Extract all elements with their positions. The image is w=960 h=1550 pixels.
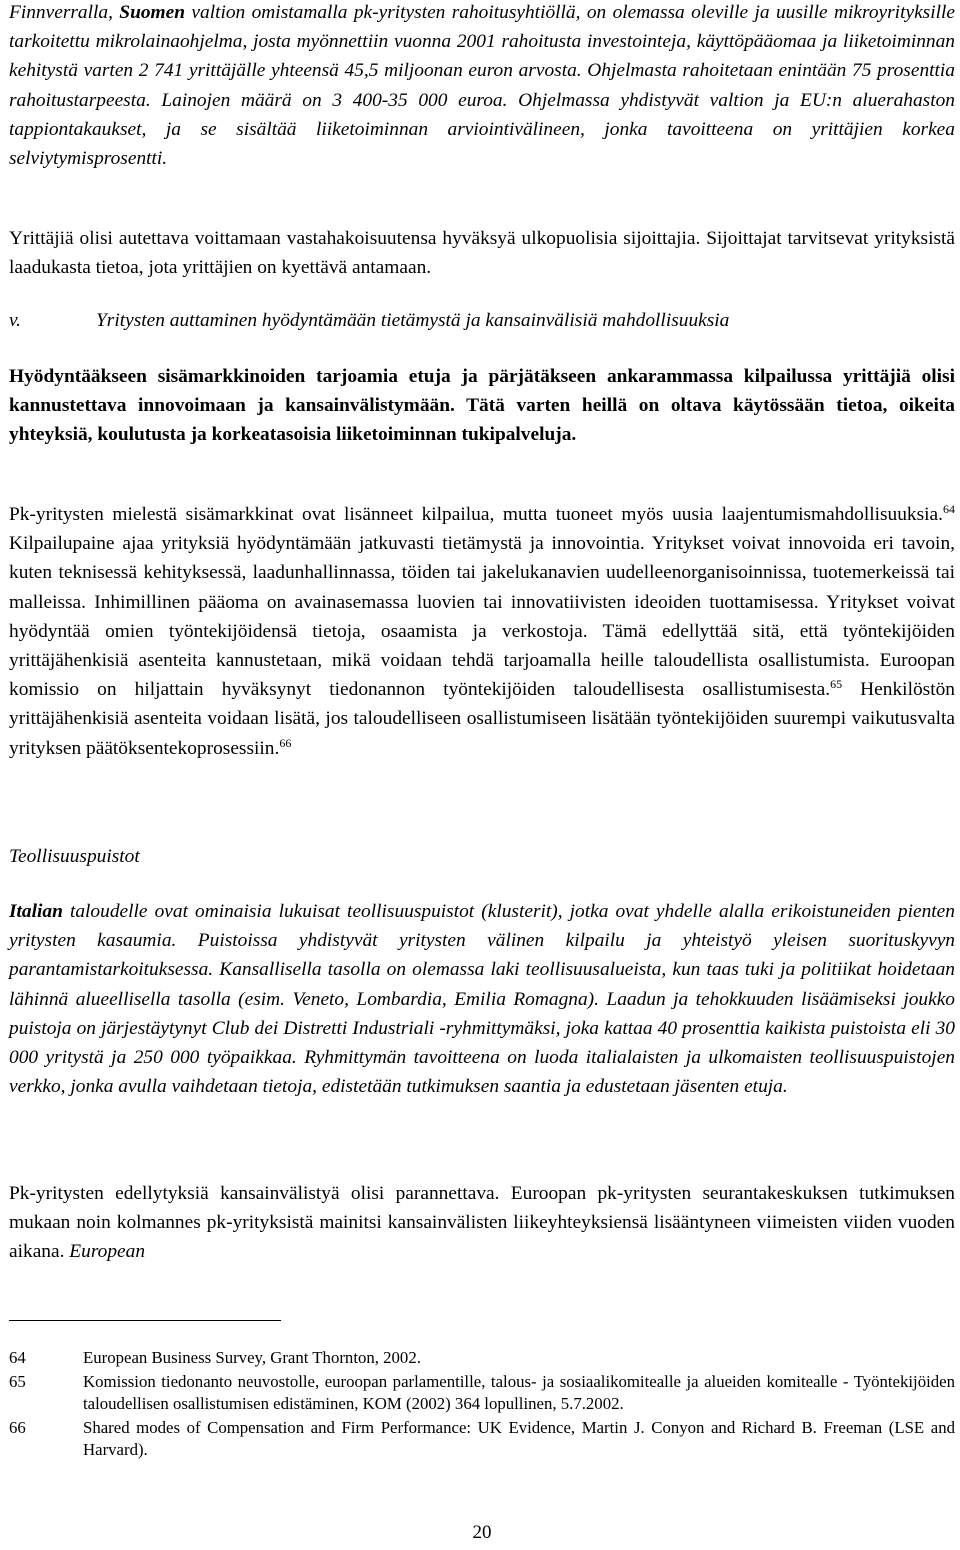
paragraph-sme-competition — [9, 500, 955, 763]
section-title: Yritysten auttaminen hyödyntämään tietämystä ja kansainvälisiä mahdollisuuksia — [96, 310, 730, 331]
footnote-text: Komission tiedonanto neuvostolle, euroopan parlamentille, talous- ja sosiaalikomitealle ja alueiden komitealle - Työntekijöiden taloudellisen osallistumisen edistäminen, KOM (2002) 364 lopullinen, 5.7.2002. — [83, 1371, 955, 1414]
paragraph-text: Henkilöstön yrittäjähenkisiä asenteita voidaan lisätä, jos taloudelliseen osallistumiseen lisätään työntekijöiden suurempi vaikutusvalta yrityksen päätöksentekoprosessiin. — [9, 679, 955, 759]
paragraph-text: Finnverralla, — [9, 2, 120, 23]
footnote-number: 64 — [9, 1348, 26, 1367]
footnote-64 — [9, 1347, 955, 1370]
footnote-ref-64[interactable]: 64 — [943, 502, 955, 516]
footnote-66 — [9, 1417, 955, 1462]
footnote-number: 66 — [9, 1417, 26, 1437]
footnote-number: 65 — [9, 1371, 26, 1391]
footnote-ref-66[interactable]: 66 — [279, 735, 292, 750]
paragraph-internationalisation — [9, 1179, 955, 1267]
paragraph-italy-clusters — [9, 897, 955, 1101]
section-number: v. — [9, 310, 22, 331]
footnote-divider — [9, 1320, 281, 1321]
emphasis-italian: Italian — [9, 901, 63, 922]
footnote-ref-65[interactable]: 65 — [830, 677, 843, 692]
paragraph-text: Kilpailupaine ajaa yrityksiä hyödyntämään jatkuvasti tietämystä ja innovointia. Yritykset voivat innovoida eri tavoin, kuten teknisessä kehityksessä, laadunhallinnassa, töiden tai jakelukanavien uudelleenorganisoinnissa, tuotemerkeissä tai malleissa. Inhimillinen pääoma on avainasemassa luovien tai innovatiivisten ideoiden tuottamisessa. Yritykset voivat hyödyntää omien työntekijöidensä tietoja, osaamista ja verkostoja. Tämä edellyttää sitä, että työntekijöiden yrittäjähenkisiä asenteita kannustetaan, mikä voidaan tehdä tarjoamalla heille taloudellista osallistumista. Euroopan komissio on hiljattain hyväksynyt tiedonannon työntekijöiden taloudellisesta osallistumisesta. — [9, 533, 955, 701]
section-heading-v — [9, 306, 955, 335]
paragraph-text: Pk-yritysten mielestä sisämarkkinat ovat lisänneet kilpailua, mutta tuoneet myös uusia laajentumismahdollisuuksia. — [9, 504, 943, 525]
paragraph-bold-intro: Hyödyntääkseen sisämarkkinoiden tarjoamia etuja ja pärjätäkseen ankarammassa kilpailussa yrittäjiä olisi kannustettava innovoimaan ja kansainvälistymään. Tätä varten heillä on oltava käytössään tietoa, oikeita yhteyksiä, koulutusta ja korkeatasoisia liiketoiminnan tukipalveluja. — [9, 366, 955, 446]
paragraph-text: valtion omistamalla pk-yritysten rahoitusyhtiöllä, on olemassa oleville ja uusille mikroyrityksille tarkoitettu mikrolainaohjelma, josta myönnettiin vuonna 2001 rahoitusta investointeja, käyttöpääomaa ja liiketoiminnan kehitystä varten 2 741 yrittäjälle yhteensä 45,5 miljoonan euron arvosta. Ohjelmasta rahoitetaan enintään 75 prosenttia rahoitustarpeesta. Lainojen määrä on 3 400-35 000 euroa. Ohjelmassa yhdistyvät valtion ja EU:n aluerahaston tappiontakaukset, ja se sisältää liiketoiminnan arviointivälineen, jonka tavoitteena on yrittäjien korkea selviytymisprosentti. — [9, 2, 955, 170]
paragraph-text-italic: European — [69, 1241, 146, 1263]
paragraph-text: Pk-yritysten edellytyksiä kansainvälistyä olisi parannettava. Euroopan pk-yritysten seurantakeskuksen tutkimuksen mukaan noin kolmannes pk-yrityksistä mainitsi kansainvälisten liikeyhteyksiensä lisääntyneen viimeisten viiden vuoden aikana. — [9, 1183, 955, 1263]
paragraph-text: taloudelle ovat ominaisia lukuisat teollisuuspuistot (klusterit), jotka ovat yhdelle alalla erikoistuneiden pienten yritysten kasaumia. Puistoissa yhdistyvät yritysten välinen kilpailu ja yhteistyö yleisen suorituskyvyn parantamistarkoituksessa. Kansallisella tasolla on olemassa laki teollisuusalueista, kun taas tuki ja politiikat hoidetaan lähinnä alueellisella tasolla (esim. Veneto, Lombardia, Emilia Romagna). Laadun ja tehokkuuden lisäämiseksi joukko puistoja on järjestäytynyt Club dei Distretti Industriali -ryhmittymäksi, joka kattaa 40 prosenttia kaikista puistoista eli 30 000 yritystä ja 250 000 työpaikkaa. Ryhmittymän tavoitteena on luoda italialaisten ja ulkomaisten teollisuuspuistojen verkko, jonka avulla vaihdetaan tietoja, edistetään tutkimuksen saantia ja edustetaan jäsenten etuja. — [9, 901, 955, 1098]
emphasis-suomen: Suomen — [119, 2, 186, 23]
footnotes — [9, 1347, 955, 1463]
page-number: 20 — [472, 1522, 492, 1543]
footnote-text: Shared modes of Compensation and Firm Performance: UK Evidence, Martin J. Conyon and Richard B. Freeman (LSE and Harvard). — [83, 1417, 955, 1460]
footnote-65 — [9, 1371, 955, 1416]
paragraph-investors: Yrittäjiä olisi autettava voittamaan vastahakoisuutensa hyväksyä ulkopuolisia sijoittajia. Sijoittajat tarvitsevat yrityksistä laadukasta tietoa, jota yrittäjien on kyettävä antamaan. — [9, 228, 955, 279]
paragraph-finnvera — [9, 0, 955, 173]
footnote-text: European Business Survey, Grant Thornton, 2002. — [83, 1348, 421, 1367]
subheading-teollisuuspuistot: Teollisuuspuistot — [9, 846, 140, 867]
